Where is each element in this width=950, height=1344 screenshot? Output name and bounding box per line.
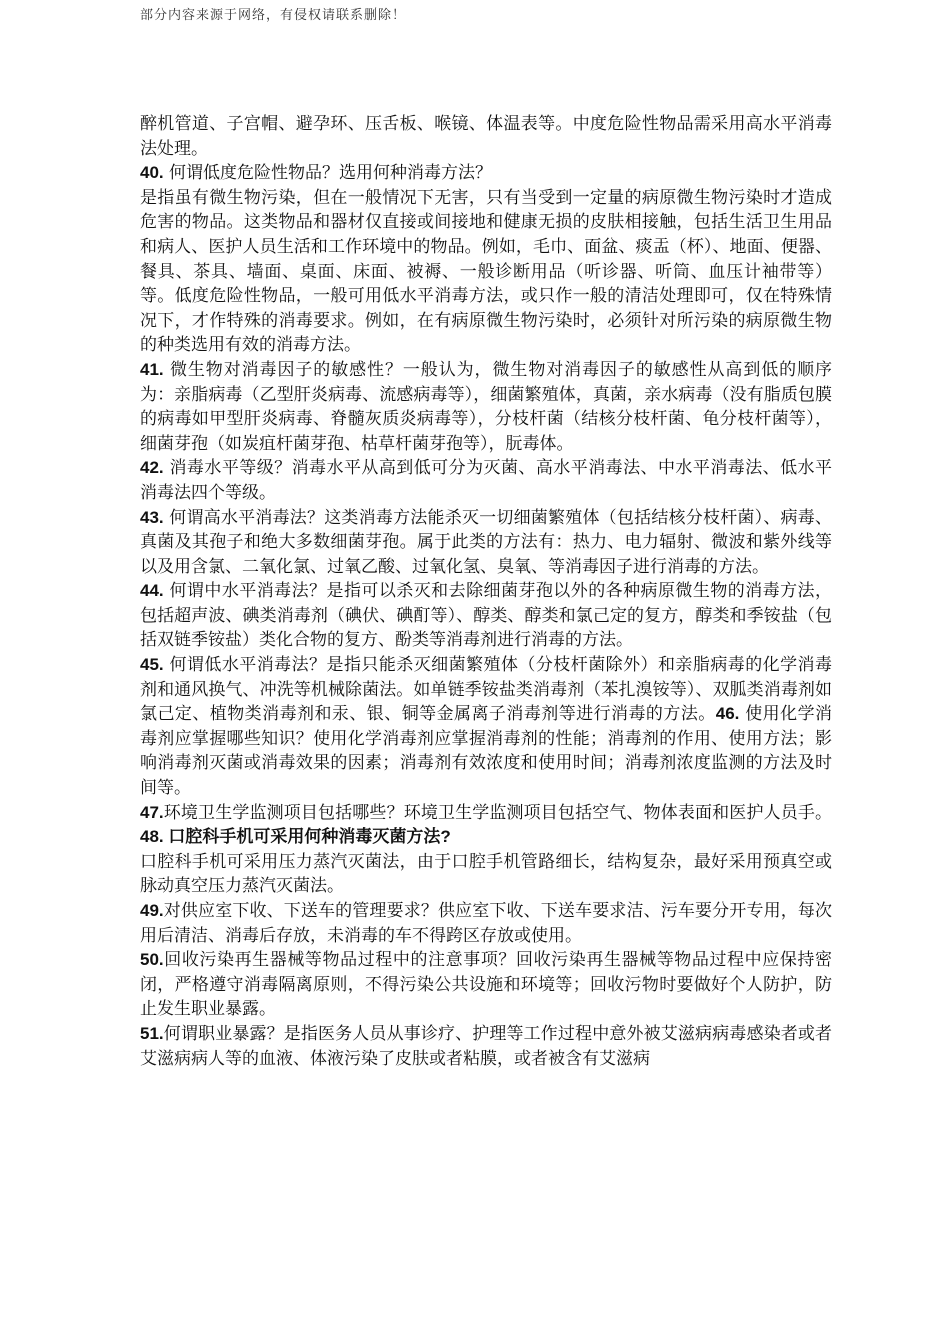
- paragraph: 47.环境卫生学监测项目包括哪些？环境卫生学监测项目包括空气、物体表面和医护人员手。48. 口腔科手机可采用何种消毒灭菌方法?: [140, 802, 832, 847]
- paragraph: 49.对供应室下收、下送车的管理要求？供应室下收、下送车要求洁、污车要分开专用，每次用后清洁、消毒后存放，未消毒的车不得跨区存放或使用。: [140, 901, 832, 946]
- item-number: 45.: [140, 655, 164, 675]
- item-number: 47.: [140, 802, 164, 822]
- document-body: [140, 112, 832, 1071]
- item-number: 46.: [715, 704, 740, 724]
- item-number: 44.: [140, 581, 164, 601]
- paragraph: 51.何谓职业暴露？是指医务人员从事诊疗、护理等工作过程中意外被艾滋病病毒感染者或者艾滋病病人等的血液、体液污染了皮肤或者粘膜，或者被含有艾滋病: [140, 1023, 832, 1069]
- paragraph: 43. 何谓高水平消毒法？这类消毒方法能杀灭一切细菌繁殖体（包括结核分枝杆菌）、病毒、真菌及其孢子和绝大多数细菌芽孢。属于此类的方法有：热力、电力辐射、微波和紫外线等以及用含氯、二氧化氯、过氧乙酸、过氧化氢、臭氧、等消毒因子进行消毒的方法。: [140, 507, 832, 577]
- item-number: 48.: [140, 827, 164, 847]
- paragraph: 50.回收污染再生器械等物品过程中的注意事项？回收污染再生器械等物品过程中应保持密闭，严格遵守消毒隔离原则，不得污染公共设施和环境等；回收污物时要做好个人防护，防止发生职业暴露。: [140, 950, 832, 1020]
- paragraph: 41. 微生物对消毒因子的敏感性？一般认为，微生物对消毒因子的敏感性从高到低的顺序为：亲脂病毒（乙型肝炎病毒、流感病毒等），细菌繁殖体，真菌，亲水病毒（没有脂质包膜的病毒如甲型肝炎病毒、脊髓灰质炎病毒等），分枝杆菌（结核分枝杆菌、龟分枝杆菌等），细菌芽孢（如炭疽杆菌芽孢、枯草杆菌芽孢等），朊毒体。: [140, 359, 832, 454]
- paragraph: 44. 何谓中水平消毒法？是指可以杀灭和去除细菌芽孢以外的各种病原微生物的消毒方法，包括超声波、碘类消毒剂（碘伏、碘酊等）、醇类、醇类和氯己定的复方，醇类和季铵盐（包括双链季铵盐）类化合物的复方、酚类等消毒剂进行消毒的方法。: [140, 581, 832, 651]
- item-number: 50.: [140, 950, 164, 970]
- paragraph: 醉机管道、子宫帽、避孕环、压舌板、喉镜、体温表等。中度危险性物品需采用高水平消毒法处理。: [140, 114, 832, 159]
- paragraph: 45. 何谓低水平消毒法？是指只能杀灭细菌繁殖体（分枝杆菌除外）和亲脂病毒的化学消毒剂和通风换气、冲洗等机械除菌法。如单链季铵盐类消毒剂（苯扎溴铵等）、双胍类消毒剂如氯己定、植物类消毒剂和汞、银、铜等金属离子消毒剂等进行消毒的方法。46. 使用化学消毒剂应掌握哪些知识？使用化学消毒剂应掌握消毒剂的性能；消毒剂的作用、使用方法；影响消毒剂灭菌或消毒效果的因素；消毒剂有效浓度和使用时间；消毒剂浓度监测的方法及时间等。: [140, 655, 833, 799]
- header-note: 部分内容来源于网络，有侵权请联系删除！: [140, 8, 407, 23]
- paragraph: 42. 消毒水平等级？消毒水平从高到低可分为灭菌、高水平消毒法、中水平消毒法、低水平消毒法四个等级。: [140, 458, 832, 503]
- paragraph: 是指虽有微生物污染，但在一般情况下无害，只有当受到一定量的病原微生物污染时才造成危害的物品。这类物品和器材仅直接或间接地和健康无损的皮肤相接触，包括生活卫生用品和病人、医护人员生活和工作环境中的物品。例如，毛巾、面盆、痰盂（杯）、地面、便器、餐具、茶具、墙面、桌面、床面、被褥、一般诊断用品（听诊器、听筒、血压计袖带等）等。低度危险性物品，一般可用低水平消毒方法，或只作一般的清洁处理即可，仅在特殊情况下，才作特殊的消毒要求。例如，在有病原微生物污染时，必须针对所污染的病原微生物的种类选用有效的消毒方法。: [140, 187, 832, 356]
- item-number: 49.: [140, 901, 164, 920]
- paragraph: 口腔科手机可采用压力蒸汽灭菌法，由于口腔手机管路细长，结构复杂，最好采用预真空或脉动真空压力蒸汽灭菌法。: [140, 851, 832, 897]
- item-number: 40.: [140, 163, 164, 183]
- item-number: 43.: [140, 507, 164, 527]
- item-number: 41.: [140, 359, 164, 379]
- item-number: 51.: [140, 1023, 164, 1043]
- item-number: 42.: [140, 458, 164, 478]
- paragraph: 40. 何谓低度危险性物品？选用何种消毒方法？: [140, 163, 493, 184]
